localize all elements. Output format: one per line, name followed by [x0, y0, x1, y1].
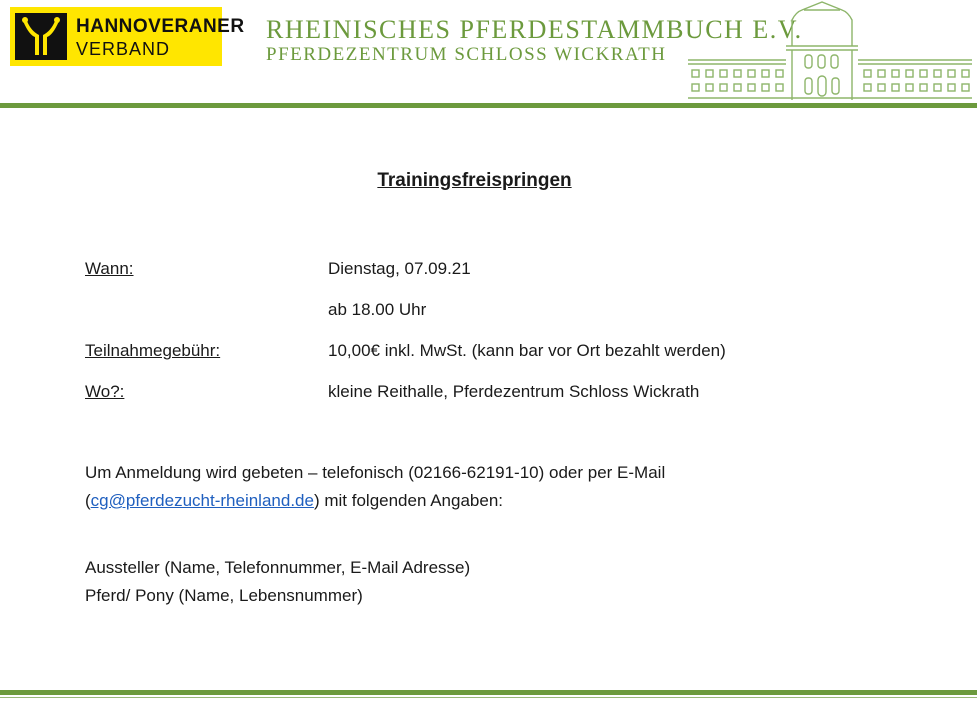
org-subtitle: PFERDEZENTRUM SCHLOSS WICKRATH: [266, 44, 667, 65]
registration-line-2: [85, 487, 665, 515]
logo-line-2: VERBAND: [76, 39, 171, 59]
registration-tail: ) mit folgenden Angaben:: [313, 491, 503, 510]
value-fee: 10,00€ inkl. MwSt. (kann bar vor Ort bezahlt werden): [328, 341, 726, 360]
org-title: RHEINISCHES PFERDESTAMMBUCH E.V.: [266, 15, 803, 44]
footer-divider: [0, 690, 977, 695]
horse-heads-icon: [15, 13, 67, 60]
header-divider: [0, 103, 977, 108]
label-wo: Wo?:: [85, 382, 125, 401]
value-wo: kleine Reithalle, Pferdezentrum Schloss Wickrath: [328, 382, 700, 401]
hannoveraner-logo: [10, 7, 245, 66]
label-fee: Teilnahmegebühr:: [85, 341, 221, 360]
registration-text: [85, 459, 665, 515]
castle-icon: [686, 0, 974, 102]
document-title: Trainingsfreispringen: [377, 170, 572, 191]
requirement-item: Aussteller (Name, Telefonnummer, E-Mail Adresse): [85, 558, 471, 577]
label-wann: Wann:: [85, 259, 134, 278]
value-wann: Dienstag, 07.09.21: [328, 259, 471, 278]
requirements-list: [85, 554, 470, 610]
footer-divider-thin: [0, 697, 977, 698]
logo-line-1: HANNOVERANER: [76, 16, 245, 37]
registration-line-1: Um Anmeldung wird gebeten – telefonisch (02166-62191-10) oder per E-Mail: [85, 463, 666, 482]
value-time: ab 18.00 Uhr: [328, 300, 427, 319]
paren-open: (: [85, 491, 91, 510]
requirement-item: Pferd/ Pony (Name, Lebensnummer): [85, 586, 363, 605]
email-link[interactable]: cg@pferdezucht-rheinland.de: [90, 491, 314, 510]
